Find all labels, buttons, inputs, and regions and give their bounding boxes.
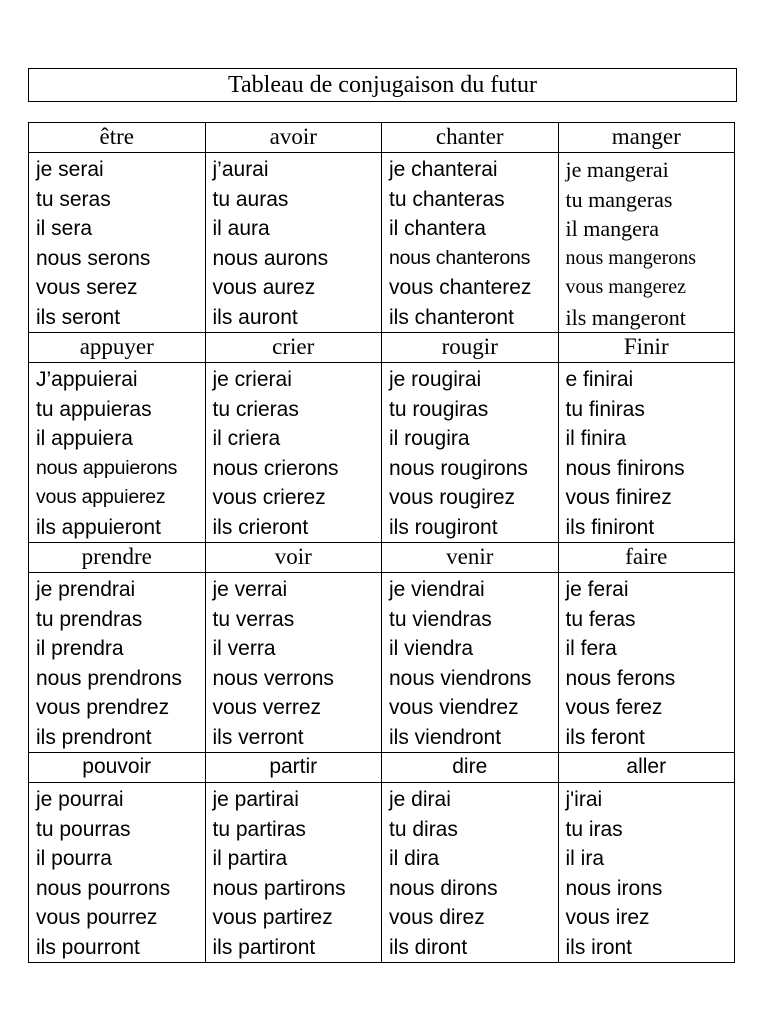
conjugated-form: il partira	[212, 847, 288, 870]
conjugated-form: je ferai	[565, 578, 629, 601]
conjugated-form: tu viendras	[389, 607, 492, 631]
conjugated-form: il pourra	[36, 847, 112, 870]
conjugated-form: tu chanteras	[389, 187, 505, 211]
conjugated-form: e finirai	[565, 368, 634, 391]
conjugated-form: je serai	[36, 158, 104, 181]
conjugated-form: tu crieras	[212, 397, 299, 421]
conjugated-form: ils crieront	[212, 515, 309, 539]
conjugated-form: il aura	[212, 217, 270, 240]
verb-conjugation-cell	[29, 783, 206, 963]
conjugated-form: je viendrai	[389, 578, 485, 601]
verb-infinitive: être	[29, 123, 206, 153]
conjugated-form: je verrai	[212, 578, 288, 601]
verb-conjugation-cell	[205, 153, 382, 333]
conjugated-form: vous rougirez	[389, 486, 516, 509]
conjugation-list	[206, 783, 382, 962]
conjugated-form: il criera	[212, 427, 281, 450]
conjugated-form: nous irons	[565, 876, 663, 900]
conjugation-list	[559, 783, 735, 962]
verb-conjugation-cell	[558, 783, 735, 963]
conjugated-form: tu auras	[212, 187, 289, 211]
verb-conjugation-cell	[205, 363, 382, 543]
conjugated-form: je crierai	[212, 368, 292, 391]
conjugated-form: nous pourrons	[36, 876, 171, 900]
conjugated-form: nous dirons	[389, 876, 498, 900]
conjugated-form: ils auront	[212, 305, 298, 329]
verb-forms-row	[29, 783, 735, 963]
conjugated-form: tu partiras	[212, 817, 306, 841]
conjugation-list	[382, 153, 558, 332]
conjugated-form: vous finirez	[565, 486, 672, 509]
conjugated-form: vous pourrez	[36, 906, 158, 929]
verb-infinitive: chanter	[382, 123, 559, 153]
verb-forms-row	[29, 363, 735, 543]
conjugated-form: vous viendrez	[389, 696, 519, 719]
verb-infinitive: venir	[382, 543, 559, 573]
verb-conjugation-cell	[558, 153, 735, 333]
conjugated-form: tu prendras	[36, 607, 143, 631]
conjugated-form: il finira	[565, 427, 627, 450]
page-title: Tableau de conjugaison du futur	[28, 68, 737, 102]
conjugated-form: il viendra	[389, 637, 474, 660]
conjugated-form: il prendra	[36, 637, 124, 660]
conjugated-form: il verra	[212, 637, 276, 660]
conjugated-form: je prendrai	[36, 578, 136, 601]
conjugation-list	[382, 783, 558, 962]
conjugated-form: nous finirons	[565, 456, 685, 480]
conjugated-form: nous prendrons	[36, 666, 182, 690]
conjugated-form: ils viendront	[389, 725, 502, 749]
conjugation-list	[206, 363, 382, 542]
conjugated-form: ils prendront	[36, 725, 152, 749]
conjugated-form: ils partiront	[212, 935, 316, 959]
conjugated-form: vous mangerez	[565, 276, 687, 298]
conjugated-form: tu pourras	[36, 817, 131, 841]
verb-conjugation-cell	[29, 573, 206, 753]
conjugated-form: vous prendrez	[36, 696, 170, 719]
verb-conjugation-cell	[382, 783, 559, 963]
conjugated-form: tu mangeras	[565, 186, 673, 212]
verb-conjugation-cell	[382, 363, 559, 543]
verb-infinitive: dire	[382, 753, 559, 783]
conjugated-form: ils mangeront	[565, 304, 686, 330]
conjugated-form: j’aurai	[212, 158, 269, 181]
conjugated-form: nous aurons	[212, 246, 329, 270]
conjugated-form: nous ferons	[565, 666, 676, 690]
conjugated-form: vous aurez	[212, 276, 316, 299]
conjugated-form: nous partirons	[212, 876, 346, 900]
conjugation-list	[29, 153, 205, 332]
conjugated-form: tu finiras	[565, 397, 645, 421]
conjugated-form: tu appuieras	[36, 397, 152, 421]
conjugated-form: tu verras	[212, 607, 295, 631]
conjugated-form: j'irai	[565, 788, 603, 811]
verb-infinitive: faire	[558, 543, 735, 573]
verb-header-row	[29, 753, 735, 783]
verb-infinitive: appuyer	[29, 333, 206, 363]
conjugation-table	[28, 122, 735, 963]
conjugated-form: ils chanteront	[389, 305, 514, 329]
conjugated-form: nous chanterons	[389, 246, 531, 269]
verb-infinitive: pouvoir	[29, 753, 206, 783]
conjugated-form: ils appuieront	[36, 515, 161, 539]
conjugated-form: ils rougiront	[389, 515, 498, 539]
conjugated-form: il appuiera	[36, 427, 133, 450]
conjugated-form: je rougirai	[389, 368, 482, 391]
conjugated-form: je chanterai	[389, 158, 498, 181]
verb-forms-row	[29, 573, 735, 753]
conjugated-form: ils finiront	[565, 515, 655, 539]
verb-conjugation-cell	[558, 573, 735, 753]
conjugated-form: ils diront	[389, 935, 468, 959]
verb-header-row	[29, 123, 735, 153]
verb-conjugation-cell	[29, 363, 206, 543]
conjugated-form: tu diras	[389, 817, 458, 841]
conjugated-form: nous rougirons	[389, 456, 528, 480]
verb-infinitive: partir	[205, 753, 382, 783]
verb-conjugation-cell	[29, 153, 206, 333]
verb-infinitive: manger	[558, 123, 735, 153]
verb-infinitive: crier	[205, 333, 382, 363]
conjugation-list	[206, 573, 382, 752]
conjugation-list	[382, 363, 558, 542]
verb-header-row	[29, 333, 735, 363]
verb-infinitive: aller	[558, 753, 735, 783]
conjugated-form: ils pourront	[36, 935, 140, 959]
conjugated-form: ils feront	[565, 725, 645, 749]
conjugated-form: nous appuierons	[36, 456, 178, 479]
conjugated-form: vous serez	[36, 276, 138, 299]
conjugation-list	[559, 363, 735, 542]
conjugation-list	[29, 363, 205, 542]
verb-header-row	[29, 543, 735, 573]
conjugation-list	[206, 153, 382, 332]
verb-infinitive: avoir	[205, 123, 382, 153]
conjugated-form: il dira	[389, 847, 440, 870]
conjugated-form: vous chanterez	[389, 276, 532, 299]
verb-conjugation-cell	[205, 783, 382, 963]
conjugated-form: ils verront	[212, 725, 304, 749]
conjugation-list	[29, 783, 205, 962]
verb-infinitive: rougir	[382, 333, 559, 363]
conjugated-form: tu rougiras	[389, 397, 489, 421]
conjugated-form: nous crierons	[212, 456, 339, 480]
conjugated-form: vous appuierez	[36, 486, 166, 508]
conjugated-form: il sera	[36, 217, 93, 240]
conjugation-list	[382, 573, 558, 752]
conjugated-form: tu feras	[565, 607, 636, 631]
verb-conjugation-cell	[382, 573, 559, 753]
verb-infinitive: voir	[205, 543, 382, 573]
conjugated-form: il ira	[565, 847, 605, 870]
conjugated-form: vous irez	[565, 906, 650, 929]
conjugated-form: vous verrez	[212, 696, 322, 719]
conjugated-form: vous direz	[389, 906, 485, 929]
verb-infinitive: prendre	[29, 543, 206, 573]
conjugated-form: il rougira	[389, 427, 470, 450]
conjugated-form: je pourrai	[36, 788, 124, 811]
verb-conjugation-cell	[205, 573, 382, 753]
conjugated-form: je dirai	[389, 788, 451, 811]
conjugated-form: tu iras	[565, 817, 623, 841]
conjugated-form: vous ferez	[565, 696, 663, 719]
conjugated-form: vous crierez	[212, 486, 326, 509]
conjugation-list	[29, 573, 205, 752]
conjugated-form: nous mangerons	[565, 246, 697, 269]
conjugated-form: il chantera	[389, 217, 486, 240]
conjugated-form: J’appuierai	[36, 368, 138, 391]
conjugated-form: nous viendrons	[389, 666, 532, 690]
conjugated-form: nous verrons	[212, 666, 334, 690]
conjugated-form: ils iront	[565, 935, 633, 959]
verb-conjugation-cell	[382, 153, 559, 333]
conjugated-form: ils seront	[36, 305, 121, 329]
conjugation-list	[559, 153, 735, 332]
verb-conjugation-cell	[558, 363, 735, 543]
conjugation-list	[559, 573, 735, 752]
conjugated-form: il mangera	[565, 216, 659, 241]
conjugated-form: tu seras	[36, 187, 111, 211]
conjugated-form: vous partirez	[212, 906, 333, 929]
conjugated-form: je partirai	[212, 788, 299, 811]
conjugated-form: je mangerai	[565, 157, 669, 182]
verb-infinitive: Finir	[558, 333, 735, 363]
conjugated-form: il fera	[565, 637, 617, 660]
conjugated-form: nous serons	[36, 246, 151, 270]
verb-forms-row	[29, 153, 735, 333]
